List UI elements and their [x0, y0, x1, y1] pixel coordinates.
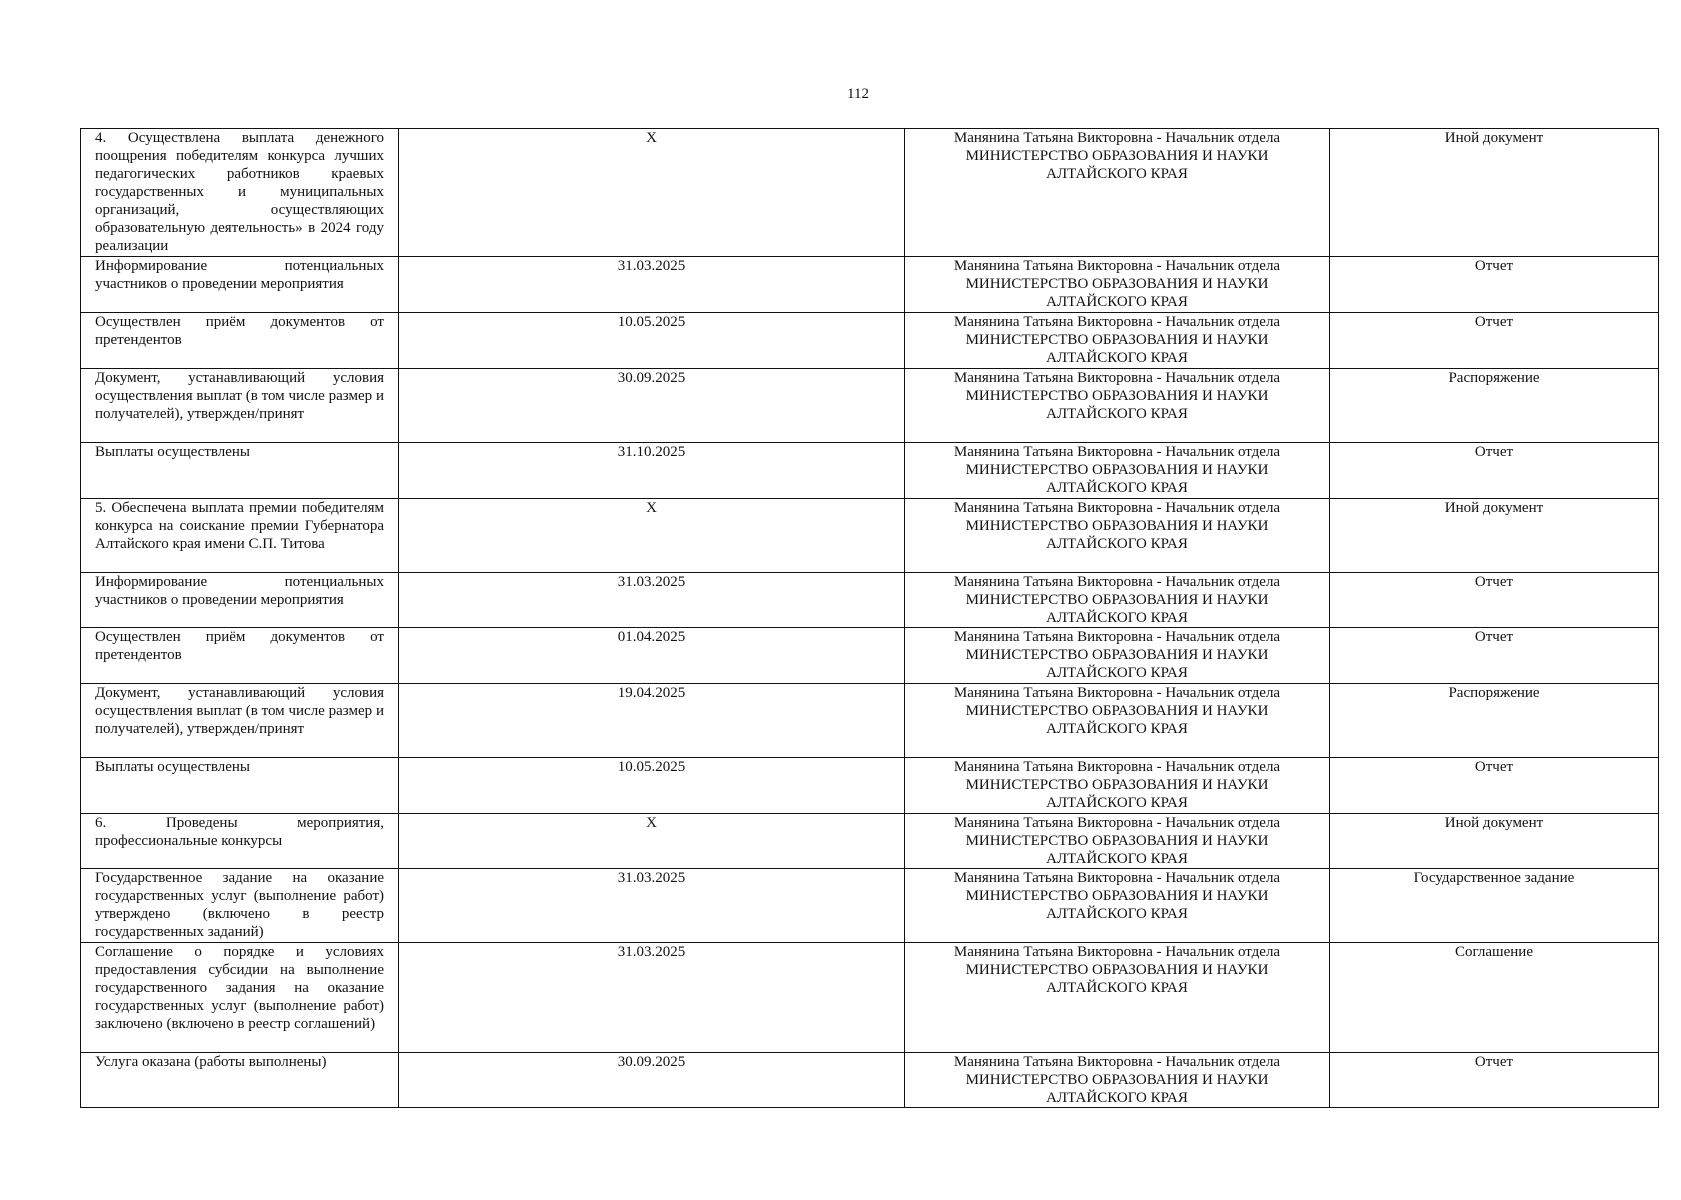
- page-number: 112: [847, 86, 869, 102]
- deadline-cell: 10.05.2025: [399, 313, 905, 369]
- document-type-cell: Отчет: [1330, 443, 1659, 499]
- table-row: [81, 758, 1659, 814]
- document-type-cell: Отчет: [1330, 313, 1659, 369]
- table-row: [81, 313, 1659, 369]
- responsible-cell: Манянина Татьяна Викторовна - Начальник отдела МИНИСТЕРСТВО ОБРАЗОВАНИЯ И НАУКИ АЛТАЙСКОГО КРАЯ: [905, 499, 1330, 573]
- event-name-cell: Выплаты осуществлены: [81, 443, 399, 499]
- responsible-cell: Манянина Татьяна Викторовна - Начальник отдела МИНИСТЕРСТВО ОБРАЗОВАНИЯ И НАУКИ АЛТАЙСКОГО КРАЯ: [905, 758, 1330, 814]
- event-name-cell: Выплаты осуществлены: [81, 758, 399, 814]
- deadline-cell: 31.03.2025: [399, 943, 905, 1053]
- deadline-cell: 30.09.2025: [399, 1053, 905, 1108]
- document-type-cell: Отчет: [1330, 1053, 1659, 1108]
- deadline-cell: X: [399, 129, 905, 257]
- document-type-cell: Иной документ: [1330, 814, 1659, 869]
- table-row: [81, 869, 1659, 943]
- document-type-cell: Распоряжение: [1330, 684, 1659, 758]
- deadline-cell: X: [399, 814, 905, 869]
- document-type-cell: Распоряжение: [1330, 369, 1659, 443]
- event-name-cell: 5. Обеспечена выплата премии победителям конкурса на соискание премии Губернатора Алтайского края имени С.П. Титова: [81, 499, 399, 573]
- event-name-cell: Информирование потенциальных участников о проведении мероприятия: [81, 573, 399, 628]
- event-name-cell: Государственное задание на оказание государственных услуг (выполнение работ) утверждено (включено в реестр государственных заданий): [81, 869, 399, 943]
- document-type-cell: Отчет: [1330, 573, 1659, 628]
- responsible-cell: Манянина Татьяна Викторовна - Начальник отдела МИНИСТЕРСТВО ОБРАЗОВАНИЯ И НАУКИ АЛТАЙСКОГО КРАЯ: [905, 257, 1330, 313]
- deadline-cell: X: [399, 499, 905, 573]
- table-row: [81, 443, 1659, 499]
- document-type-cell: Иной документ: [1330, 129, 1659, 257]
- event-name-cell: 6. Проведены мероприятия, профессиональные конкурсы: [81, 814, 399, 869]
- event-name-cell: Документ, устанавливающий условия осуществления выплат (в том числе размер и получателей), утвержден/принят: [81, 684, 399, 758]
- document-type-cell: Отчет: [1330, 257, 1659, 313]
- table-row: [81, 257, 1659, 313]
- document-type-cell: Соглашение: [1330, 943, 1659, 1053]
- table-row: [81, 129, 1659, 257]
- document-type-cell: Отчет: [1330, 628, 1659, 684]
- table-row: [81, 943, 1659, 1053]
- responsible-cell: Манянина Татьяна Викторовна - Начальник отдела МИНИСТЕРСТВО ОБРАЗОВАНИЯ И НАУКИ АЛТАЙСКОГО КРАЯ: [905, 684, 1330, 758]
- document-type-cell: Отчет: [1330, 758, 1659, 814]
- responsible-cell: Манянина Татьяна Викторовна - Начальник отдела МИНИСТЕРСТВО ОБРАЗОВАНИЯ И НАУКИ АЛТАЙСКОГО КРАЯ: [905, 1053, 1330, 1108]
- deadline-cell: 31.03.2025: [399, 869, 905, 943]
- document-type-cell: Государственное задание: [1330, 869, 1659, 943]
- event-name-cell: Информирование потенциальных участников о проведении мероприятия: [81, 257, 399, 313]
- table-row: [81, 499, 1659, 573]
- event-name-cell: Соглашение о порядке и условиях предоставления субсидии на выполнение государственного задания на оказание государственных услуг (выполнение работ) заключено (включено в реестр соглашений): [81, 943, 399, 1053]
- table-row: [81, 814, 1659, 869]
- event-name-cell: Документ, устанавливающий условия осуществления выплат (в том числе размер и получателей), утвержден/принят: [81, 369, 399, 443]
- responsible-cell: Манянина Татьяна Викторовна - Начальник отдела МИНИСТЕРСТВО ОБРАЗОВАНИЯ И НАУКИ АЛТАЙСКОГО КРАЯ: [905, 369, 1330, 443]
- responsible-cell: Манянина Татьяна Викторовна - Начальник отдела МИНИСТЕРСТВО ОБРАЗОВАНИЯ И НАУКИ АЛТАЙСКОГО КРАЯ: [905, 313, 1330, 369]
- deadline-cell: 01.04.2025: [399, 628, 905, 684]
- event-name-cell: Осуществлен приём документов от претендентов: [81, 313, 399, 369]
- document-type-cell: Иной документ: [1330, 499, 1659, 573]
- responsible-cell: Манянина Татьяна Викторовна - Начальник отдела МИНИСТЕРСТВО ОБРАЗОВАНИЯ И НАУКИ АЛТАЙСКОГО КРАЯ: [905, 869, 1330, 943]
- table-row: [81, 369, 1659, 443]
- event-name-cell: 4. Осуществлена выплата денежного поощрения победителям конкурса лучших педагогических работников краевых государственных и муниципальных организаций, осуществляющих образовательную деятельность» в 2024 году реализации: [81, 129, 399, 257]
- responsible-cell: Манянина Татьяна Викторовна - Начальник отдела МИНИСТЕРСТВО ОБРАЗОВАНИЯ И НАУКИ АЛТАЙСКОГО КРАЯ: [905, 443, 1330, 499]
- table-row: [81, 573, 1659, 628]
- deadline-cell: 31.10.2025: [399, 443, 905, 499]
- event-name-cell: Осуществлен приём документов от претендентов: [81, 628, 399, 684]
- plan-table: [80, 128, 1659, 1108]
- responsible-cell: Манянина Татьяна Викторовна - Начальник отдела МИНИСТЕРСТВО ОБРАЗОВАНИЯ И НАУКИ АЛТАЙСКОГО КРАЯ: [905, 943, 1330, 1053]
- deadline-cell: 30.09.2025: [399, 369, 905, 443]
- responsible-cell: Манянина Татьяна Викторовна - Начальник отдела МИНИСТЕРСТВО ОБРАЗОВАНИЯ И НАУКИ АЛТАЙСКОГО КРАЯ: [905, 814, 1330, 869]
- deadline-cell: 10.05.2025: [399, 758, 905, 814]
- table-row: [81, 684, 1659, 758]
- deadline-cell: 31.03.2025: [399, 257, 905, 313]
- table-row: [81, 628, 1659, 684]
- responsible-cell: Манянина Татьяна Викторовна - Начальник отдела МИНИСТЕРСТВО ОБРАЗОВАНИЯ И НАУКИ АЛТАЙСКОГО КРАЯ: [905, 628, 1330, 684]
- responsible-cell: Манянина Татьяна Викторовна - Начальник отдела МИНИСТЕРСТВО ОБРАЗОВАНИЯ И НАУКИ АЛТАЙСКОГО КРАЯ: [905, 573, 1330, 628]
- table-row: [81, 1053, 1659, 1108]
- deadline-cell: 31.03.2025: [399, 573, 905, 628]
- deadline-cell: 19.04.2025: [399, 684, 905, 758]
- event-name-cell: Услуга оказана (работы выполнены): [81, 1053, 399, 1108]
- responsible-cell: Манянина Татьяна Викторовна - Начальник отдела МИНИСТЕРСТВО ОБРАЗОВАНИЯ И НАУКИ АЛТАЙСКОГО КРАЯ: [905, 129, 1330, 257]
